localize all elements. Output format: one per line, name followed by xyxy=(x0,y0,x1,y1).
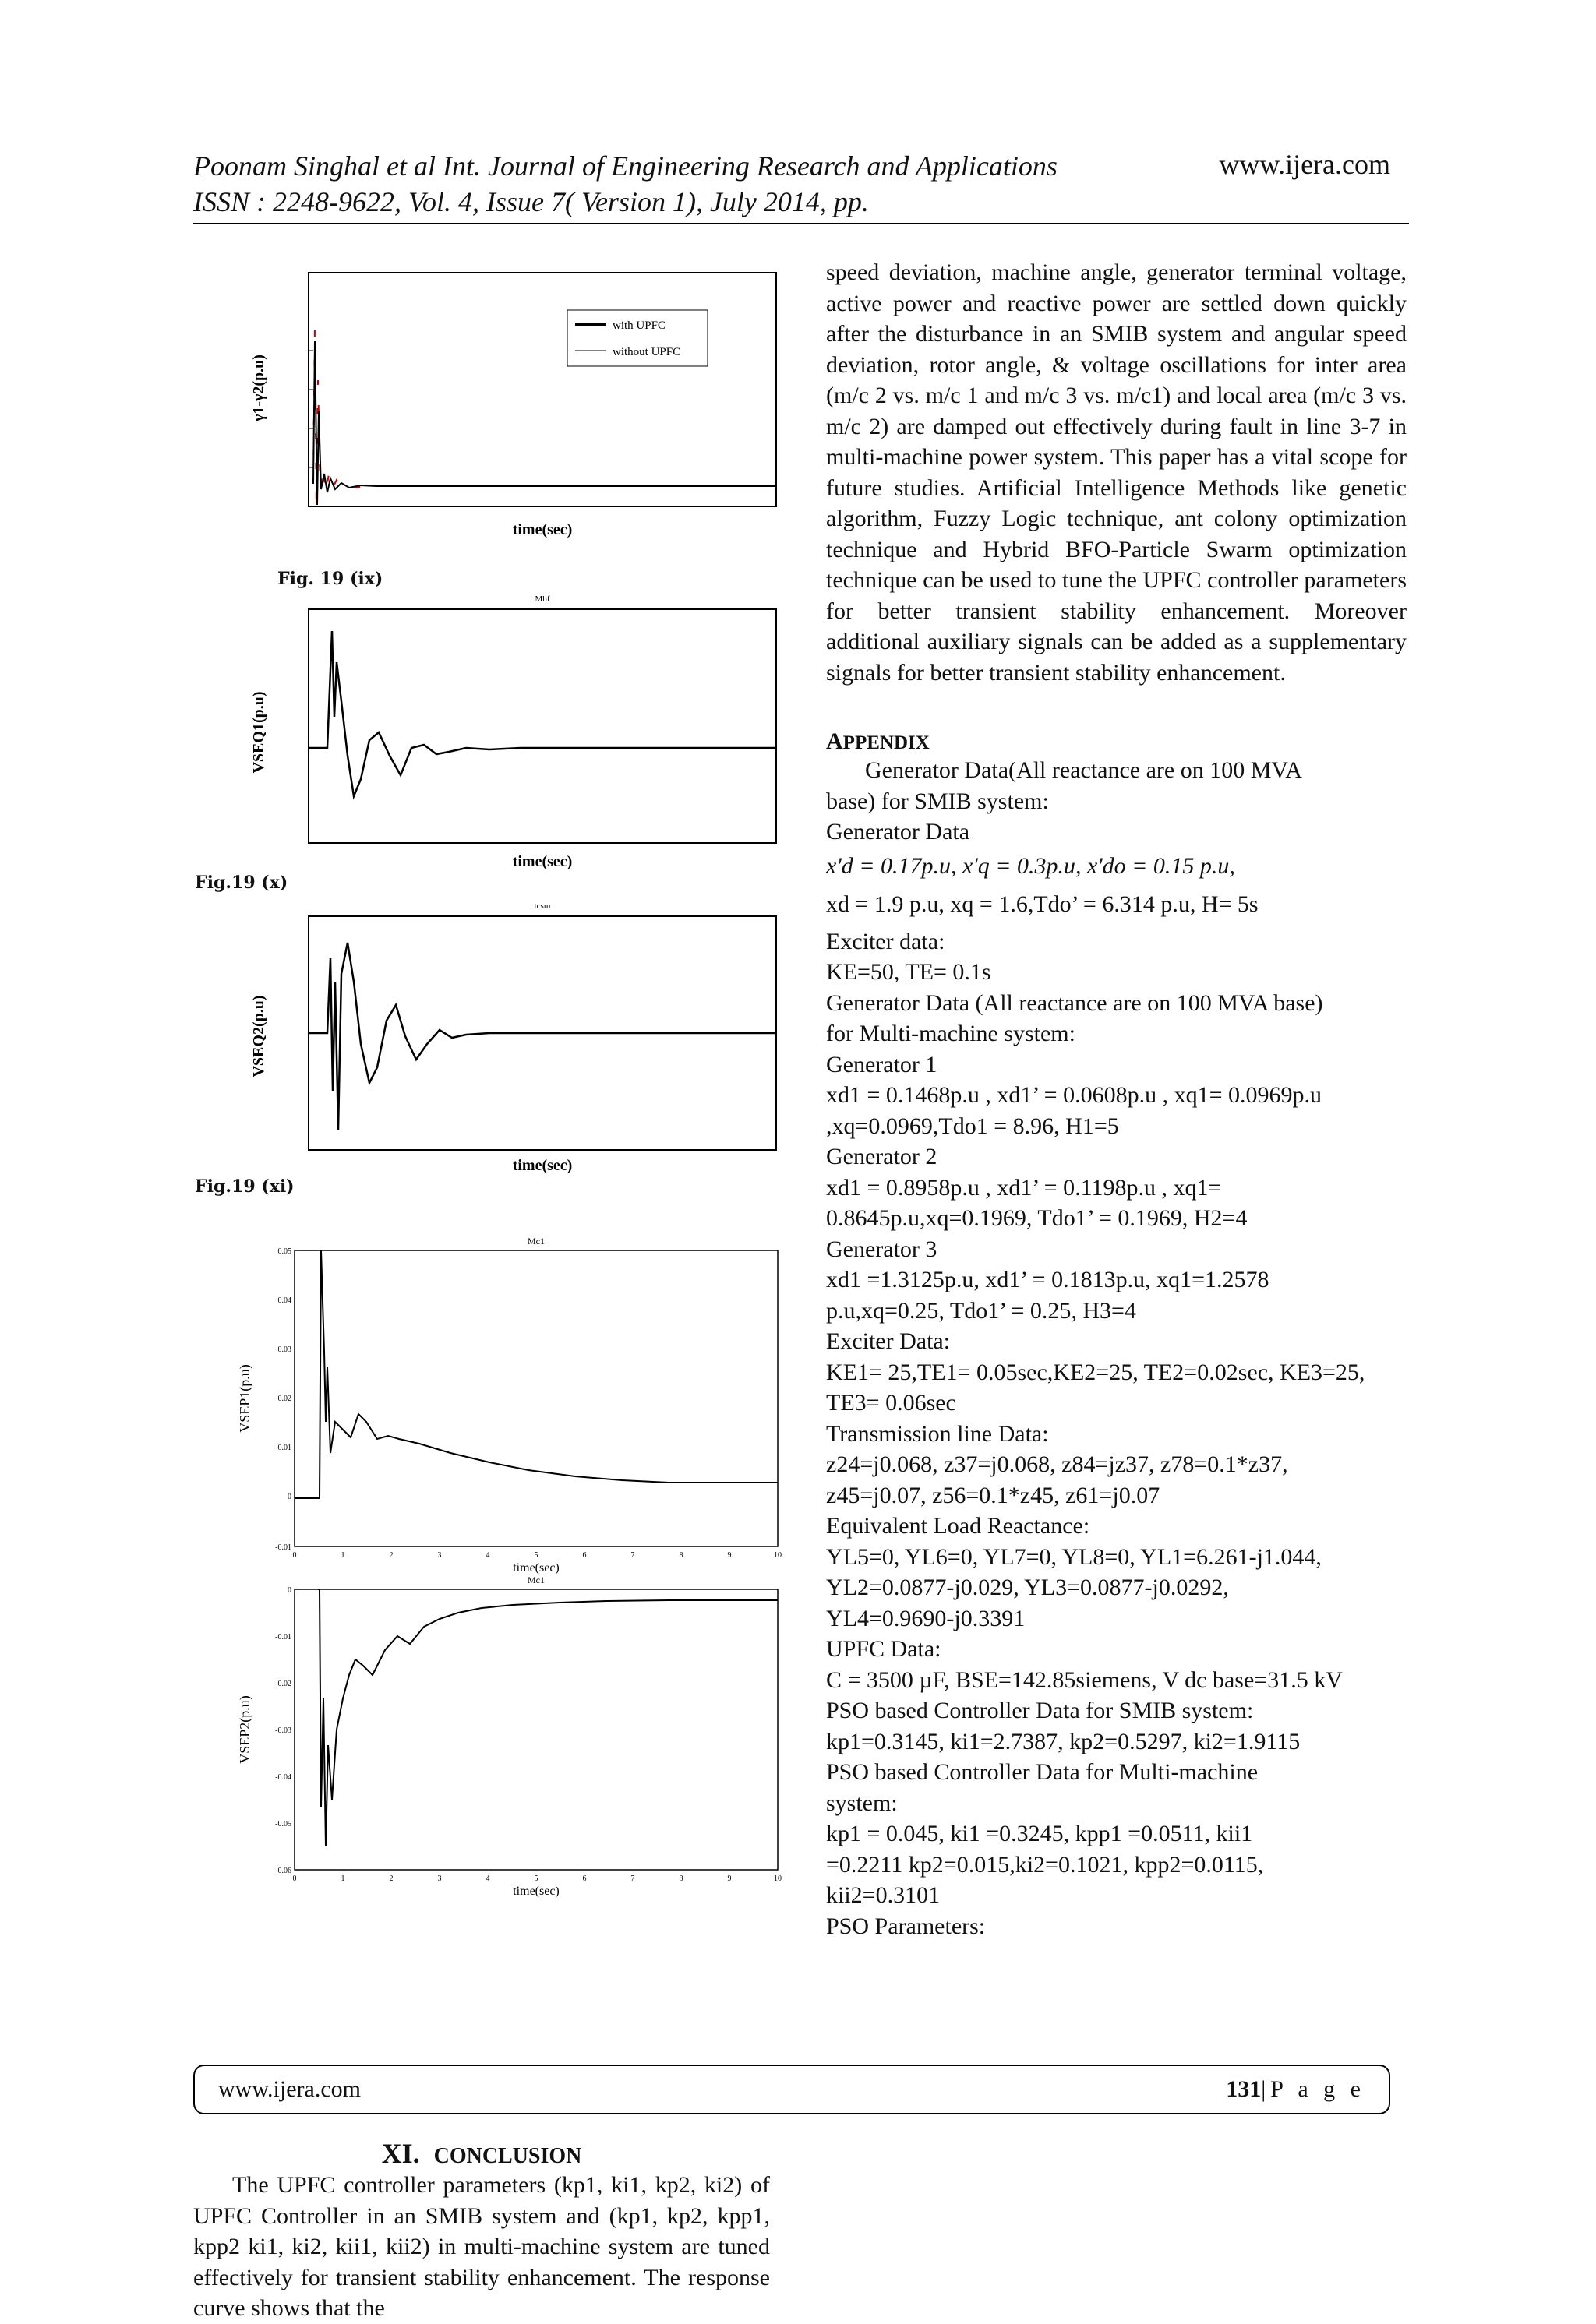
appendix-line: PSO based Controller Data for SMIB system: xyxy=(826,1698,1254,1723)
svg-text:0.02: 0.02 xyxy=(277,1395,291,1403)
appendix-line: C = 3500 µF, BSE=142.85siemens, V dc base=31.5 kV xyxy=(826,1666,1343,1693)
svg-text:0: 0 xyxy=(288,1493,291,1501)
x-axis-label: time(sec) xyxy=(513,1561,560,1575)
svg-text:5: 5 xyxy=(534,1874,538,1883)
appendix-line: PSO Parameters: xyxy=(826,1913,986,1939)
svg-text:8: 8 xyxy=(679,1551,683,1560)
appendix-line: Generator 2 xyxy=(826,1144,937,1169)
section-heading-conclusion: XI. CONCLUSION xyxy=(381,2138,582,2169)
appendix-line: kp1 = 0.045, ki1 =0.3245, kpp1 =0.0511, kii1 xyxy=(826,1821,1253,1846)
x-axis-label: time(sec) xyxy=(512,853,573,870)
appendix-line: Equivalent Load Reactance: xyxy=(826,1513,1090,1539)
svg-text:-0.06: -0.06 xyxy=(275,1867,291,1875)
appendix-line: xd = 1.9 p.u, xq = 1.6,Tdo’ = 6.314 p.u, H= 5s xyxy=(826,891,1259,917)
svg-text:0.01: 0.01 xyxy=(277,1444,291,1452)
conclusion-continued-paragraph: speed deviation, machine angle, generator terminal voltage, active power and reactive power are settled down quickly after the disturbance in an SMIB system and angular speed deviation, rotor angle, & voltage oscillations for inter area (m/c 2 vs. m/c 1 and m/c 3 vs. m/c1) and local area (m/c 3 vs. m/c 2) are damped out effectively during fault in line 3-7 in multi-machine power system. This paper has a vital scope for future studies. Artificial Intelligence Methods like genetic algorithm, Fuzzy Logic technique, ant colony optimization technique and Hybrid BFO-Particle Swarm optimization technique can be used to tune the UPFC controller parameters for better transient stability enhancement. Moreover additional auxiliary signals can be added as a supplementary signals for better transient stability enhancement. xyxy=(826,259,1407,686)
fig-caption-x: Fig.19 (x) xyxy=(195,873,288,893)
appendix-line: Exciter Data: xyxy=(826,1328,951,1354)
appendix-line: Generator 1 xyxy=(826,1051,937,1077)
plot-title: Mc1 xyxy=(528,1236,545,1247)
appendix-line: PSO based Controller Data for Multi-machine xyxy=(826,1759,1259,1785)
appendix-line: Transmission line Data: xyxy=(826,1420,1049,1447)
appendix-line: YL5=0, YL6=0, YL7=0, YL8=0, YL1=6.261-j1.044, xyxy=(826,1543,1322,1570)
appendix-line: base) for SMIB system: xyxy=(826,788,1049,814)
x-axis-label: time(sec) xyxy=(512,521,573,538)
svg-text:4: 4 xyxy=(486,1551,490,1560)
svg-text:10: 10 xyxy=(774,1551,782,1560)
x-axis-label: time(sec) xyxy=(513,1885,560,1898)
fig-caption-ix: Fig. 19 (ix) xyxy=(277,569,383,589)
svg-text:6: 6 xyxy=(582,1874,587,1883)
appendix-body xyxy=(826,755,1407,1941)
appendix-heading: APPENDIX xyxy=(826,728,930,754)
svg-text:10: 10 xyxy=(774,1874,782,1883)
appendix-line: 0.8645p.u,xq=0.1969, Tdo1’ = 0.1969, H2=4 xyxy=(826,1205,1248,1231)
plot-title: Mbf xyxy=(535,594,550,604)
appendix-line: for Multi-machine system: xyxy=(826,1021,1075,1046)
running-header xyxy=(193,148,1409,220)
legend-with-upfc: with UPFC xyxy=(613,319,666,332)
svg-text:2: 2 xyxy=(389,1551,394,1560)
svg-text:-0.01: -0.01 xyxy=(275,1633,291,1642)
svg-text:0.03: 0.03 xyxy=(277,1345,291,1354)
y-axis-label: VSEQ1(p.u) xyxy=(250,691,267,774)
journal-citation: Poonam Singhal et al Int. Journal of Engineering Research and Applications xyxy=(193,150,1058,182)
appendix-line: Generator 3 xyxy=(826,1236,937,1262)
figure-vseq2 xyxy=(240,896,786,1208)
svg-text:3: 3 xyxy=(437,1551,442,1560)
svg-text:3: 3 xyxy=(437,1874,442,1883)
appendix-line: z45=j0.07, z56=0.1*z45, z61=j0.07 xyxy=(826,1482,1160,1508)
svg-text:-0.03: -0.03 xyxy=(275,1726,291,1735)
svg-text:-0.01: -0.01 xyxy=(275,1543,291,1552)
appendix-line: KE1= 25,TE1= 0.05sec,KE2=25, TE2=0.02sec, KE3=25, xyxy=(826,1359,1365,1385)
svg-text:1: 1 xyxy=(341,1874,345,1883)
svg-text:-0.04: -0.04 xyxy=(275,1773,291,1782)
page-number: 131|P a g e xyxy=(1226,2076,1365,2102)
appendix-line: xd1 = 0.8958p.u , xd1’ = 0.1198p.u , xq1= xyxy=(826,1174,1222,1201)
appendix-line: Generator Data xyxy=(826,819,970,845)
figure-vsep1 xyxy=(232,1235,782,1578)
x-axis-label: time(sec) xyxy=(512,1157,573,1174)
svg-text:8: 8 xyxy=(679,1874,683,1883)
svg-text:-0.02: -0.02 xyxy=(275,1680,291,1688)
svg-text:6: 6 xyxy=(582,1551,587,1560)
y-axis-label: VSEP2(p.u) xyxy=(237,1695,252,1764)
appendix-line: Generator Data (All reactance are on 100 MVA base) xyxy=(826,989,1323,1016)
svg-text:0.05: 0.05 xyxy=(277,1247,291,1256)
appendix-line: z24=j0.068, z37=j0.068, z84=jz37, z78=0.1*z37, xyxy=(826,1451,1288,1477)
appendix-line: TE3= 0.06sec xyxy=(826,1390,956,1416)
issn-line: ISSN : 2248-9622, Vol. 4, Issue 7( Version 1), July 2014, pp. xyxy=(193,186,869,217)
appendix-line: p.u,xq=0.25, Tdo1’ = 0.25, H3=4 xyxy=(826,1297,1136,1324)
svg-text:0.04: 0.04 xyxy=(277,1296,291,1305)
svg-text:1: 1 xyxy=(341,1551,345,1560)
appendix-line: xd1 = 0.1468p.u , xd1’ = 0.0608p.u , xq1= 0.0969p.u xyxy=(826,1082,1322,1108)
appendix-line: YL4=0.9690-j0.3391 xyxy=(826,1605,1026,1631)
svg-text:4: 4 xyxy=(486,1874,490,1883)
figure-vsep2 xyxy=(232,1574,782,1901)
appendix-line: system: xyxy=(826,1790,898,1816)
legend-without-upfc: without UPFC xyxy=(613,346,681,358)
fig-caption-xi: Fig.19 (xi) xyxy=(195,1176,295,1197)
page-footer xyxy=(193,2065,1390,2114)
svg-text:-0.05: -0.05 xyxy=(275,1820,291,1829)
appendix-line: =0.2211 kp2=0.015,ki2=0.1021, kpp2=0.0115, xyxy=(826,1851,1264,1878)
y-axis-label: VSEQ2(p.u) xyxy=(250,995,267,1077)
appendix-line: UPFC Data: xyxy=(826,1636,941,1662)
right-column xyxy=(826,257,1407,1941)
figure-vseq1 xyxy=(240,592,786,896)
appendix-line: ,xq=0.0969,Tdo1 = 8.96, H1=5 xyxy=(826,1113,1119,1139)
svg-text:0: 0 xyxy=(292,1551,297,1560)
appendix-line: kii2=0.3101 xyxy=(826,1882,941,1908)
svg-text:2: 2 xyxy=(389,1874,394,1883)
svg-text:9: 9 xyxy=(727,1874,732,1883)
appendix-line: kp1=0.3145, ki1=2.7387, kp2=0.5297, ki2=1.9115 xyxy=(826,1728,1301,1754)
svg-text:0: 0 xyxy=(288,1586,291,1595)
appendix-line: KE=50, TE= 0.1s xyxy=(826,959,991,985)
appendix-line: xd1 =1.3125p.u, xd1’ = 0.1813p.u, xq1=1.2578 xyxy=(826,1267,1269,1292)
svg-text:5: 5 xyxy=(534,1551,538,1560)
conclusion-paragraph: The UPFC controller parameters (kp1, ki1, kp2, ki2) of UPFC Controller in an SMIB system and (kp1, kp2, kpp1, kpp2 ki1, ki2, kii1, kii2) in multi-machine system are tuned effectively for transient stability enhancement. The response curve shows that the xyxy=(193,2172,770,2321)
svg-text:0: 0 xyxy=(292,1874,297,1883)
appendix-line: YL2=0.0877-j0.029, YL3=0.0877-j0.0292, xyxy=(826,1575,1229,1600)
figure-gamma-difference xyxy=(240,263,786,559)
svg-text:9: 9 xyxy=(727,1551,732,1560)
journal-url[interactable]: www.ijera.com xyxy=(1219,149,1390,180)
appendix-line: x'd = 0.17p.u, x'q = 0.3p.u, x'do = 0.15 p.u, xyxy=(826,852,1235,879)
plot-title: tcsm xyxy=(534,901,551,911)
y-axis-label: VSEP1(p.u) xyxy=(237,1364,252,1433)
plot-title: Mc1 xyxy=(528,1575,545,1585)
appendix-line: Exciter data: xyxy=(826,928,945,954)
appendix-line: Generator Data(All reactance are on 100 MVA xyxy=(865,757,1302,783)
svg-text:7: 7 xyxy=(630,1551,635,1560)
svg-text:7: 7 xyxy=(630,1874,635,1883)
y-axis-label: γ1-γ2(p.u) xyxy=(250,354,267,421)
header-rule xyxy=(193,223,1409,224)
footer-url[interactable]: www.ijera.com xyxy=(218,2076,361,2102)
